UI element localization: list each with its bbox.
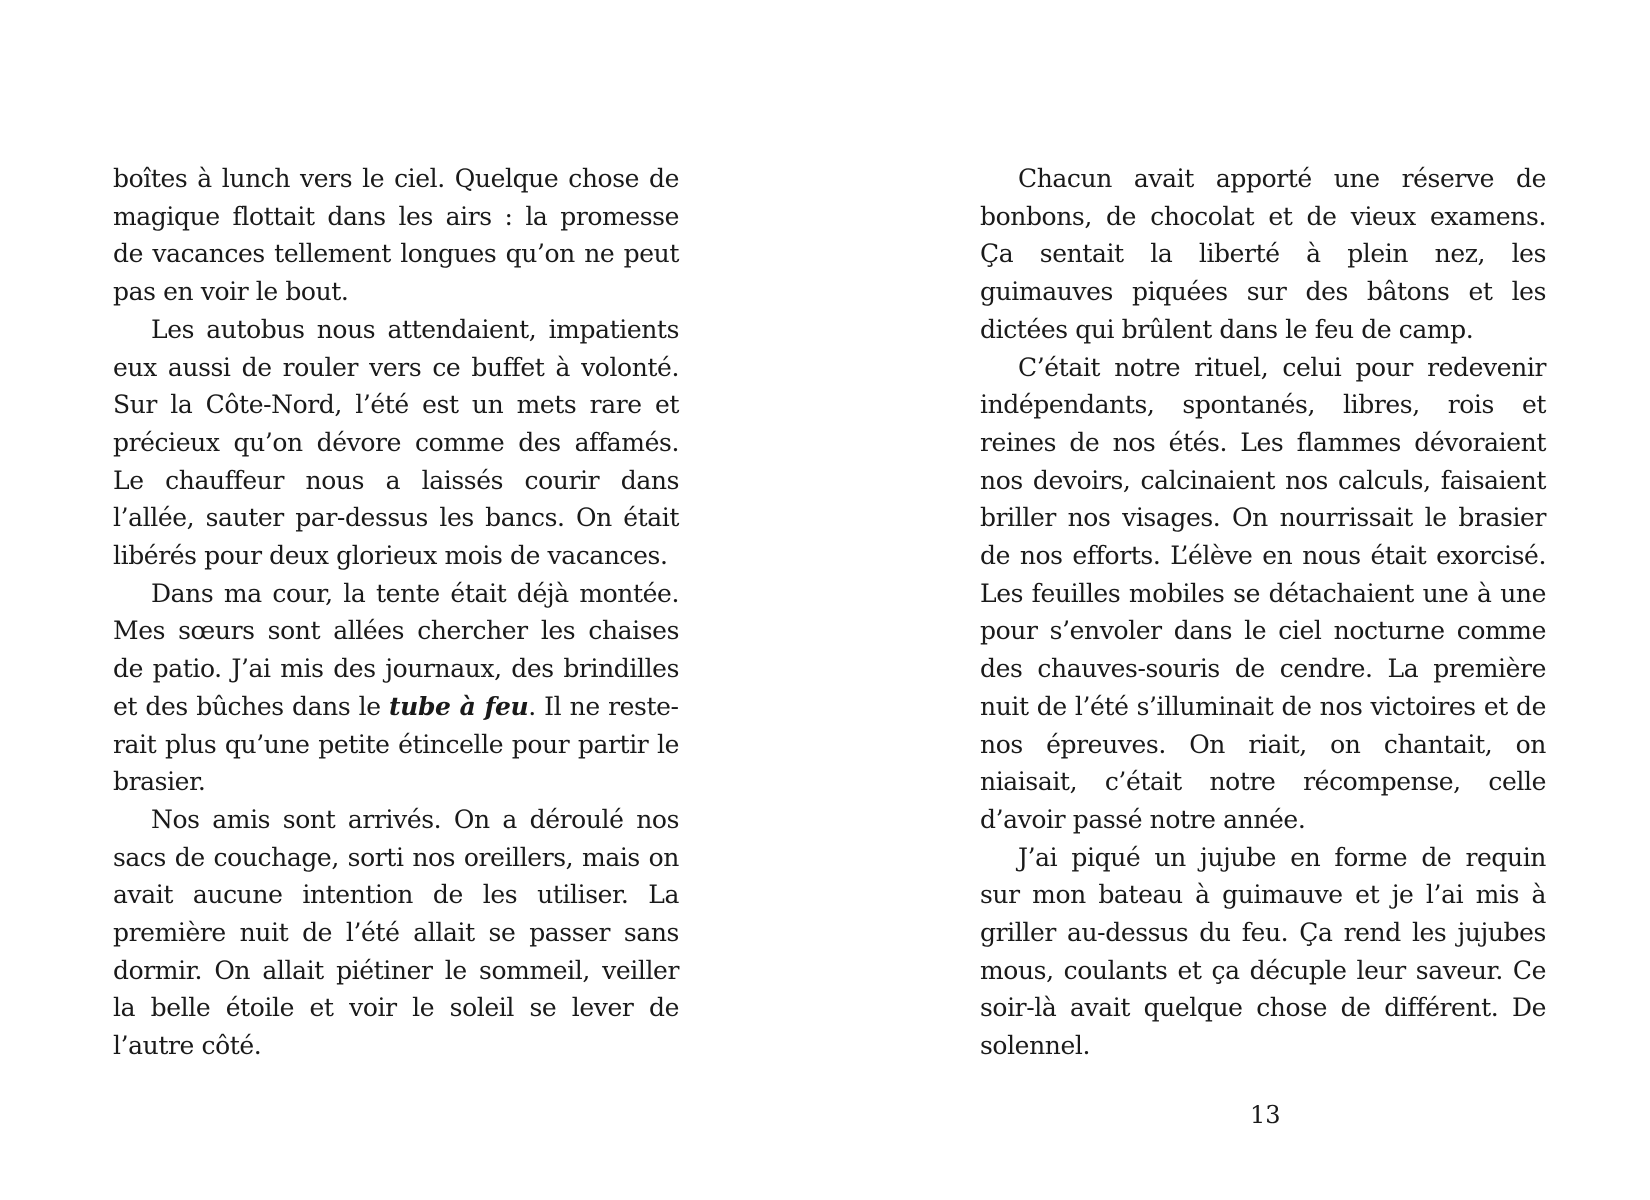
- right-paragraph-3: J’ai piqué un jujube en forme de requin sur mon bateau à guimauve et je l’ai mis à griller au-dessus du feu. Ça rend les jujubes mous, coulants et ça décuple leur saveur. Ce soir-là avait quelque chose de différent. De solennel.: [980, 842, 1546, 1061]
- left-paragraph-1: boîtes à lunch vers le ciel. Quelque chose de magique flottait dans les airs : la promesse de vacances tellement longues qu’on ne peut pas en voir le bout.: [113, 164, 679, 307]
- left-paragraph-4: Nos amis sont arrivés. On a déroulé nos sacs de couchage, sorti nos oreillers, mais on avait aucune intention de les utiliser. La première nuit de l’été allait se passer sans dormir. On allait piétiner le sommeil, veiller la belle étoile et voir le soleil se lever de l’autre côté.: [113, 804, 679, 1061]
- right-paragraph-2: C’était notre rituel, celui pour redevenir indépendants, spontanés, libres, rois et reines de nos étés. Les flammes dévoraient nos devoirs, calcinaient nos calculs, faisaient briller nos visages. On nourrissait le brasier de nos efforts. L’élève en nous était exorcisé. Les feuilles mobiles se détachaient une à une pour s’envoler dans le ciel nocturne comme des chauves-souris de cendre. La première nuit de l’été s’illuminait de nos victoires et de nos épreuves. On riait, on chantait, on niaisait, c’était notre récompense, celle d’avoir passé notre année.: [980, 352, 1546, 834]
- left-paragraph-3-after: . Il ne resterait plus qu’une petite étincelle pour partir le brasier.: [113, 691, 679, 797]
- right-paragraph-1: Chacun avait apporté une réserve de bonbons, de chocolat et de vieux examens. Ça sentait la liberté à plein nez, les guimauves piquées sur des bâtons et les dictées qui brûlent dans le feu de camp.: [980, 164, 1546, 344]
- left-text-column: [113, 160, 679, 1065]
- page-number: 13: [1250, 1101, 1281, 1129]
- left-paragraph-3: [113, 575, 679, 801]
- right-page: [825, 0, 1650, 1200]
- emphasis-tube-a-feu: tube à feu: [389, 691, 529, 721]
- left-paragraph-3-before: Dans ma cour, la tente était déjà montée. Mes sœurs sont allées chercher les chaises de patio. J’ai mis des journaux, des brindilles et des bûches dans le: [113, 578, 679, 721]
- right-text-column: [980, 160, 1546, 1065]
- left-paragraph-2: Les autobus nous attendaient, impatients eux aussi de rouler vers ce buffet à volonté. Sur la Côte-Nord, l’été est un mets rare et précieux qu’on dévore comme des affamés. Le chauffeur nous a laissés courir dans l’allée, sauter par-dessus les bancs. On était libérés pour deux glorieux mois de vacances.: [113, 314, 679, 571]
